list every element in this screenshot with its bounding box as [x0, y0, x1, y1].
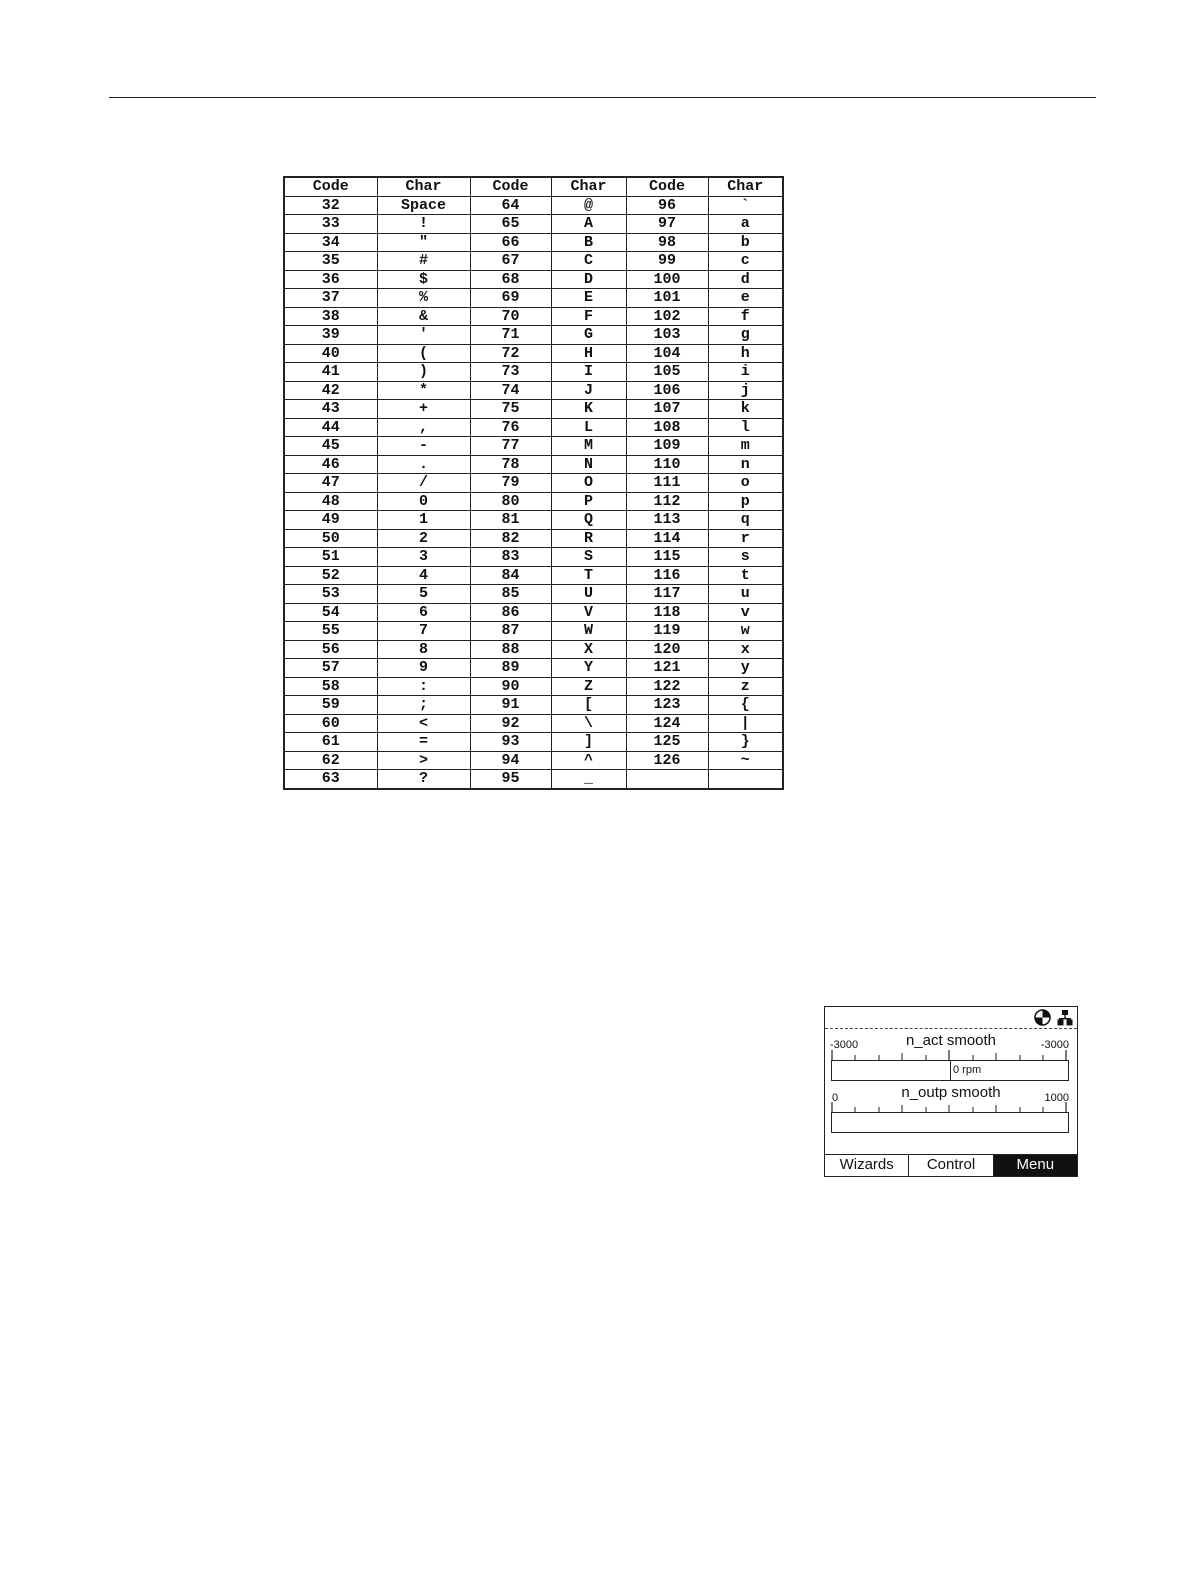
gauge1-bar — [831, 1060, 1069, 1081]
char-cell: " — [377, 233, 470, 252]
table-row — [284, 455, 783, 474]
code-cell: 71 — [470, 326, 551, 345]
table-row — [284, 677, 783, 696]
char-cell: x — [708, 640, 783, 659]
code-cell: 56 — [284, 640, 377, 659]
char-cell: [ — [551, 696, 626, 715]
char-cell: 4 — [377, 566, 470, 585]
char-cell: s — [708, 548, 783, 567]
char-cell: Y — [551, 659, 626, 678]
char-cell: G — [551, 326, 626, 345]
char-cell: \ — [551, 714, 626, 733]
code-cell: 113 — [626, 511, 708, 530]
table-row — [284, 622, 783, 641]
code-cell: 120 — [626, 640, 708, 659]
code-cell: 35 — [284, 252, 377, 271]
code-cell: 37 — [284, 289, 377, 308]
code-cell: 98 — [626, 233, 708, 252]
header-rule — [109, 97, 1096, 98]
code-cell: 87 — [470, 622, 551, 641]
code-cell: 106 — [626, 381, 708, 400]
code-cell: 75 — [470, 400, 551, 419]
code-cell: 55 — [284, 622, 377, 641]
char-cell: a — [708, 215, 783, 234]
table-row — [284, 548, 783, 567]
code-cell: 65 — [470, 215, 551, 234]
code-cell: 43 — [284, 400, 377, 419]
code-cell: 40 — [284, 344, 377, 363]
char-cell: I — [551, 363, 626, 382]
menu-softkey[interactable]: Menu — [994, 1155, 1077, 1176]
char-cell: o — [708, 474, 783, 493]
code-cell: 66 — [470, 233, 551, 252]
table-body — [284, 196, 783, 789]
code-cell: 123 — [626, 696, 708, 715]
char-cell: ? — [377, 770, 470, 789]
char-cell: N — [551, 455, 626, 474]
code-cell: 88 — [470, 640, 551, 659]
char-cell: . — [377, 455, 470, 474]
char-cell: + — [377, 400, 470, 419]
char-cell: * — [377, 381, 470, 400]
operator-panel-display — [824, 1006, 1078, 1177]
char-cell: H — [551, 344, 626, 363]
code-cell: 105 — [626, 363, 708, 382]
code-cell: 102 — [626, 307, 708, 326]
char-cell: q — [708, 511, 783, 530]
char-cell: X — [551, 640, 626, 659]
char-cell: C — [551, 252, 626, 271]
code-cell: 116 — [626, 566, 708, 585]
char-cell: ; — [377, 696, 470, 715]
table-row — [284, 585, 783, 604]
code-cell: 42 — [284, 381, 377, 400]
gauge1-min-label: -3000 — [830, 1039, 859, 1051]
char-cell: m — [708, 437, 783, 456]
code-cell: 34 — [284, 233, 377, 252]
code-cell: 119 — [626, 622, 708, 641]
char-cell: 5 — [377, 585, 470, 604]
code-cell: 90 — [470, 677, 551, 696]
code-cell: 97 — [626, 215, 708, 234]
code-cell: 118 — [626, 603, 708, 622]
gauge1-scale-ticks — [831, 1050, 1067, 1060]
char-cell: & — [377, 307, 470, 326]
char-cell: ( — [377, 344, 470, 363]
char-cell: U — [551, 585, 626, 604]
code-cell: 86 — [470, 603, 551, 622]
char-cell: { — [708, 696, 783, 715]
code-cell: 104 — [626, 344, 708, 363]
code-cell: 83 — [470, 548, 551, 567]
code-cell: 52 — [284, 566, 377, 585]
code-cell: 80 — [470, 492, 551, 511]
table-row — [284, 696, 783, 715]
char-cell: = — [377, 733, 470, 752]
code-cell: 68 — [470, 270, 551, 289]
gauge2-bar — [831, 1112, 1069, 1133]
char-cell: V — [551, 603, 626, 622]
table-row — [284, 603, 783, 622]
table-row — [284, 492, 783, 511]
code-cell: 84 — [470, 566, 551, 585]
status-bar — [825, 1007, 1077, 1029]
table-row — [284, 326, 783, 345]
char-cell: A — [551, 215, 626, 234]
char-cell: p — [708, 492, 783, 511]
code-cell: 121 — [626, 659, 708, 678]
control-softkey[interactable]: Control — [909, 1155, 993, 1176]
char-cell: h — [708, 344, 783, 363]
code-cell: 59 — [284, 696, 377, 715]
code-cell: 112 — [626, 492, 708, 511]
table-row — [284, 215, 783, 234]
code-cell: 61 — [284, 733, 377, 752]
char-cell: : — [377, 677, 470, 696]
gauge2-max-label: 1000 — [1044, 1092, 1069, 1104]
gauge1-title: n_act smooth — [905, 1032, 997, 1049]
code-cell: 36 — [284, 270, 377, 289]
gauge2-min-label: 0 — [832, 1092, 839, 1104]
code-cell: 72 — [470, 344, 551, 363]
char-cell: O — [551, 474, 626, 493]
wizards-softkey[interactable]: Wizards — [825, 1155, 909, 1176]
table-row — [284, 437, 783, 456]
code-cell: 124 — [626, 714, 708, 733]
char-cell: / — [377, 474, 470, 493]
gauge1-value: 0 rpm — [953, 1064, 982, 1076]
table-row — [284, 233, 783, 252]
code-cell: 62 — [284, 751, 377, 770]
table-row — [284, 770, 783, 789]
char-cell: j — [708, 381, 783, 400]
char-cell: > — [377, 751, 470, 770]
code-cell: 47 — [284, 474, 377, 493]
code-cell: 76 — [470, 418, 551, 437]
char-cell: 2 — [377, 529, 470, 548]
char-cell — [708, 770, 783, 789]
char-cell: l — [708, 418, 783, 437]
code-cell: 125 — [626, 733, 708, 752]
code-cell: 117 — [626, 585, 708, 604]
char-cell: ^ — [551, 751, 626, 770]
ascii-code-table — [283, 176, 784, 790]
char-cell: ] — [551, 733, 626, 752]
char-cell: P — [551, 492, 626, 511]
code-cell: 89 — [470, 659, 551, 678]
table-row — [284, 381, 783, 400]
code-cell: 77 — [470, 437, 551, 456]
char-cell: 8 — [377, 640, 470, 659]
table-row — [284, 566, 783, 585]
column-header: Code — [470, 177, 551, 196]
table-row — [284, 418, 783, 437]
table-row — [284, 714, 783, 733]
code-cell: 54 — [284, 603, 377, 622]
gauge2-title: n_outp smooth — [901, 1084, 1001, 1101]
code-cell: 82 — [470, 529, 551, 548]
code-cell: 95 — [470, 770, 551, 789]
char-cell: ~ — [708, 751, 783, 770]
table-row — [284, 307, 783, 326]
table-row — [284, 196, 783, 215]
char-cell: $ — [377, 270, 470, 289]
code-cell: 103 — [626, 326, 708, 345]
code-cell: 74 — [470, 381, 551, 400]
column-header: Char — [551, 177, 626, 196]
code-cell: 60 — [284, 714, 377, 733]
char-cell: ` — [708, 196, 783, 215]
char-cell: 9 — [377, 659, 470, 678]
char-cell: t — [708, 566, 783, 585]
code-cell: 63 — [284, 770, 377, 789]
table-row — [284, 529, 783, 548]
code-cell: 85 — [470, 585, 551, 604]
char-cell: i — [708, 363, 783, 382]
char-cell: R — [551, 529, 626, 548]
gauge2-scale-ticks — [831, 1102, 1067, 1112]
char-cell: 3 — [377, 548, 470, 567]
table-row — [284, 474, 783, 493]
char-cell: D — [551, 270, 626, 289]
code-cell: 50 — [284, 529, 377, 548]
gauge1-max-label: -3000 — [1040, 1039, 1069, 1051]
column-header: Char — [708, 177, 783, 196]
code-cell: 70 — [470, 307, 551, 326]
code-cell: 58 — [284, 677, 377, 696]
code-cell: 39 — [284, 326, 377, 345]
code-cell: 126 — [626, 751, 708, 770]
char-cell: Q — [551, 511, 626, 530]
code-cell — [626, 770, 708, 789]
softkey-bar — [825, 1154, 1077, 1176]
table-row — [284, 363, 783, 382]
code-cell: 45 — [284, 437, 377, 456]
code-cell: 81 — [470, 511, 551, 530]
char-cell: z — [708, 677, 783, 696]
char-cell: T — [551, 566, 626, 585]
char-cell: Z — [551, 677, 626, 696]
char-cell: 6 — [377, 603, 470, 622]
code-cell: 93 — [470, 733, 551, 752]
column-header: Code — [626, 177, 708, 196]
code-cell: 114 — [626, 529, 708, 548]
char-cell: W — [551, 622, 626, 641]
table-row — [284, 252, 783, 271]
code-cell: 78 — [470, 455, 551, 474]
code-cell: 33 — [284, 215, 377, 234]
code-cell: 64 — [470, 196, 551, 215]
char-cell: c — [708, 252, 783, 271]
code-cell: 107 — [626, 400, 708, 419]
code-cell: 92 — [470, 714, 551, 733]
code-cell: 101 — [626, 289, 708, 308]
char-cell: S — [551, 548, 626, 567]
code-cell: 73 — [470, 363, 551, 382]
code-cell: 48 — [284, 492, 377, 511]
char-cell: - — [377, 437, 470, 456]
char-cell: ) — [377, 363, 470, 382]
char-cell: ! — [377, 215, 470, 234]
char-cell: | — [708, 714, 783, 733]
table-row — [284, 511, 783, 530]
gauge1-zero-marker — [950, 1061, 951, 1080]
char-cell: k — [708, 400, 783, 419]
char-cell: F — [551, 307, 626, 326]
char-cell: ' — [377, 326, 470, 345]
code-cell: 115 — [626, 548, 708, 567]
char-cell: % — [377, 289, 470, 308]
char-cell: 7 — [377, 622, 470, 641]
table-row — [284, 400, 783, 419]
table-row — [284, 640, 783, 659]
code-cell: 69 — [470, 289, 551, 308]
table-header-row — [284, 177, 783, 196]
code-cell: 49 — [284, 511, 377, 530]
table-row — [284, 751, 783, 770]
table-row — [284, 344, 783, 363]
code-cell: 51 — [284, 548, 377, 567]
char-cell: r — [708, 529, 783, 548]
code-cell: 91 — [470, 696, 551, 715]
char-cell: d — [708, 270, 783, 289]
code-cell: 67 — [470, 252, 551, 271]
char-cell: J — [551, 381, 626, 400]
char-cell: M — [551, 437, 626, 456]
char-cell: g — [708, 326, 783, 345]
char-cell: f — [708, 307, 783, 326]
char-cell: 1 — [377, 511, 470, 530]
code-cell: 32 — [284, 196, 377, 215]
code-cell: 111 — [626, 474, 708, 493]
code-cell: 99 — [626, 252, 708, 271]
char-cell: # — [377, 252, 470, 271]
char-cell: v — [708, 603, 783, 622]
char-cell: K — [551, 400, 626, 419]
code-cell: 79 — [470, 474, 551, 493]
table-row — [284, 659, 783, 678]
code-cell: 122 — [626, 677, 708, 696]
char-cell: y — [708, 659, 783, 678]
network-icon — [1057, 1009, 1073, 1026]
char-cell: u — [708, 585, 783, 604]
char-cell: E — [551, 289, 626, 308]
column-header: Code — [284, 177, 377, 196]
code-cell: 38 — [284, 307, 377, 326]
code-cell: 96 — [626, 196, 708, 215]
table-row — [284, 289, 783, 308]
char-cell: < — [377, 714, 470, 733]
code-cell: 108 — [626, 418, 708, 437]
code-cell: 46 — [284, 455, 377, 474]
char-cell: b — [708, 233, 783, 252]
table-row — [284, 733, 783, 752]
code-cell: 53 — [284, 585, 377, 604]
code-cell: 100 — [626, 270, 708, 289]
char-cell: w — [708, 622, 783, 641]
char-cell: B — [551, 233, 626, 252]
char-cell: n — [708, 455, 783, 474]
char-cell: , — [377, 418, 470, 437]
char-cell: Space — [377, 196, 470, 215]
status-circle-icon — [1034, 1009, 1051, 1026]
table-row — [284, 270, 783, 289]
code-cell: 57 — [284, 659, 377, 678]
char-cell: _ — [551, 770, 626, 789]
char-cell: @ — [551, 196, 626, 215]
code-cell: 109 — [626, 437, 708, 456]
code-cell: 41 — [284, 363, 377, 382]
char-cell: e — [708, 289, 783, 308]
code-cell: 110 — [626, 455, 708, 474]
char-cell: 0 — [377, 492, 470, 511]
code-cell: 44 — [284, 418, 377, 437]
char-cell: L — [551, 418, 626, 437]
code-cell: 94 — [470, 751, 551, 770]
char-cell: } — [708, 733, 783, 752]
column-header: Char — [377, 177, 470, 196]
